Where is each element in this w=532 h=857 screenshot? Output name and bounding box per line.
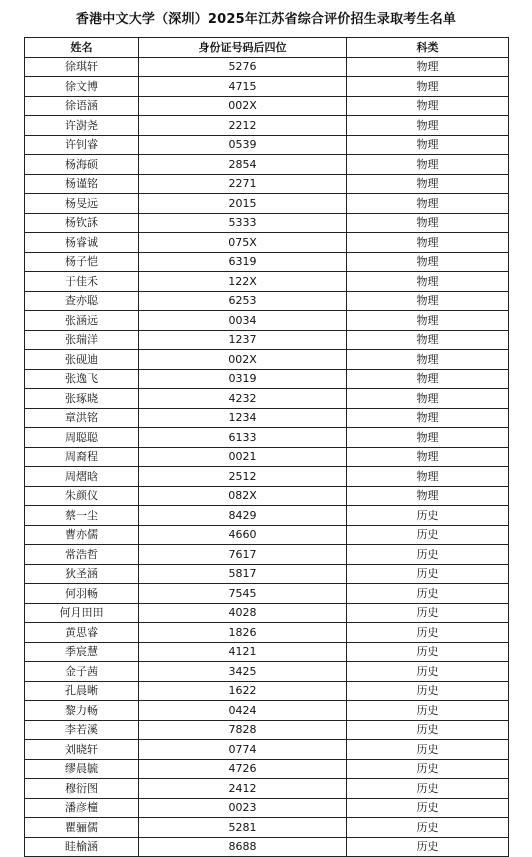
table-row <box>25 701 509 721</box>
table-body <box>25 57 509 857</box>
cell-subject: 物理 <box>347 408 509 428</box>
cell-subject: 物理 <box>347 116 509 136</box>
column-header-id-last4: 身份证号码后四位 <box>139 38 347 58</box>
cell-id-last4: 2212 <box>139 116 347 136</box>
cell-subject: 物理 <box>347 467 509 487</box>
cell-id-last4: 082X <box>139 486 347 506</box>
cell-name: 蔡一尘 <box>25 506 139 526</box>
cell-name: 徐琪轩 <box>25 57 139 77</box>
cell-subject: 物理 <box>347 155 509 175</box>
table-row <box>25 779 509 799</box>
table-row <box>25 662 509 682</box>
cell-name: 金子茜 <box>25 662 139 682</box>
cell-id-last4: 2412 <box>139 779 347 799</box>
cell-name: 许钊睿 <box>25 135 139 155</box>
table-row <box>25 233 509 253</box>
cell-id-last4: 2854 <box>139 155 347 175</box>
cell-id-last4: 5276 <box>139 57 347 77</box>
cell-subject: 历史 <box>347 662 509 682</box>
cell-subject: 历史 <box>347 779 509 799</box>
table-row <box>25 116 509 136</box>
table-row <box>25 311 509 331</box>
cell-name: 孔晨晰 <box>25 681 139 701</box>
cell-id-last4: 0774 <box>139 740 347 760</box>
cell-name: 刘晓轩 <box>25 740 139 760</box>
cell-id-last4: 8429 <box>139 506 347 526</box>
cell-subject: 历史 <box>347 701 509 721</box>
column-header-name: 姓名 <box>25 38 139 58</box>
cell-id-last4: 0424 <box>139 701 347 721</box>
cell-id-last4: 2271 <box>139 174 347 194</box>
cell-id-last4: 5333 <box>139 213 347 233</box>
cell-name: 潘彦橦 <box>25 798 139 818</box>
cell-id-last4: 5281 <box>139 818 347 838</box>
cell-subject: 物理 <box>347 233 509 253</box>
cell-subject: 物理 <box>347 96 509 116</box>
cell-subject: 物理 <box>347 428 509 448</box>
cell-subject: 物理 <box>347 194 509 214</box>
cell-subject: 物理 <box>347 174 509 194</box>
table-row <box>25 291 509 311</box>
cell-id-last4: 4715 <box>139 77 347 97</box>
cell-id-last4: 1234 <box>139 408 347 428</box>
table-row <box>25 564 509 584</box>
cell-name: 眭榆涵 <box>25 837 139 857</box>
cell-subject: 历史 <box>347 506 509 526</box>
cell-name: 周聪聪 <box>25 428 139 448</box>
cell-name: 徐文博 <box>25 77 139 97</box>
cell-subject: 物理 <box>347 213 509 233</box>
cell-id-last4: 0021 <box>139 447 347 467</box>
cell-subject: 历史 <box>347 759 509 779</box>
cell-id-last4: 4028 <box>139 603 347 623</box>
table-row <box>25 486 509 506</box>
cell-subject: 物理 <box>347 330 509 350</box>
cell-id-last4: 075X <box>139 233 347 253</box>
cell-name: 周裔程 <box>25 447 139 467</box>
table-row <box>25 213 509 233</box>
cell-name: 黄思睿 <box>25 623 139 643</box>
cell-subject: 历史 <box>347 837 509 857</box>
table-row <box>25 174 509 194</box>
cell-id-last4: 0319 <box>139 369 347 389</box>
table-row <box>25 467 509 487</box>
cell-id-last4: 6253 <box>139 291 347 311</box>
cell-id-last4: 1826 <box>139 623 347 643</box>
cell-name: 黎力畅 <box>25 701 139 721</box>
cell-subject: 历史 <box>347 603 509 623</box>
cell-name: 张逸飞 <box>25 369 139 389</box>
table-header-row <box>25 38 509 58</box>
table-row <box>25 77 509 97</box>
cell-name: 何羽畅 <box>25 584 139 604</box>
cell-id-last4: 002X <box>139 96 347 116</box>
cell-id-last4: 1622 <box>139 681 347 701</box>
table-row <box>25 759 509 779</box>
cell-id-last4: 0034 <box>139 311 347 331</box>
cell-subject: 历史 <box>347 740 509 760</box>
table-row <box>25 57 509 77</box>
cell-id-last4: 7828 <box>139 720 347 740</box>
cell-id-last4: 4726 <box>139 759 347 779</box>
table-row <box>25 584 509 604</box>
cell-subject: 历史 <box>347 584 509 604</box>
cell-id-last4: 2015 <box>139 194 347 214</box>
cell-name: 杨子恺 <box>25 252 139 272</box>
table-row <box>25 506 509 526</box>
cell-subject: 物理 <box>347 272 509 292</box>
admission-table <box>24 37 509 857</box>
page-title: 香港中文大学（深圳）2025年江苏省综合评价招生录取考生名单 <box>75 12 457 27</box>
cell-subject: 历史 <box>347 525 509 545</box>
cell-name: 常浩哲 <box>25 545 139 565</box>
cell-name: 穆衍图 <box>25 779 139 799</box>
cell-subject: 历史 <box>347 818 509 838</box>
cell-subject: 历史 <box>347 681 509 701</box>
cell-name: 杨海硕 <box>25 155 139 175</box>
table-row <box>25 330 509 350</box>
table-row <box>25 428 509 448</box>
cell-id-last4: 1237 <box>139 330 347 350</box>
cell-id-last4: 2512 <box>139 467 347 487</box>
cell-subject: 物理 <box>347 447 509 467</box>
table-row <box>25 408 509 428</box>
table-row <box>25 96 509 116</box>
cell-id-last4: 3425 <box>139 662 347 682</box>
table-row <box>25 623 509 643</box>
cell-id-last4: 4660 <box>139 525 347 545</box>
cell-id-last4: 7545 <box>139 584 347 604</box>
table-row <box>25 642 509 662</box>
table-row <box>25 252 509 272</box>
table-row <box>25 798 509 818</box>
cell-subject: 历史 <box>347 642 509 662</box>
table-row <box>25 525 509 545</box>
cell-name: 缪晨毓 <box>25 759 139 779</box>
cell-name: 瞿骊儒 <box>25 818 139 838</box>
table-row <box>25 194 509 214</box>
table-row <box>25 447 509 467</box>
cell-name: 杨谨铭 <box>25 174 139 194</box>
cell-id-last4: 6319 <box>139 252 347 272</box>
table-row <box>25 681 509 701</box>
cell-id-last4: 4121 <box>139 642 347 662</box>
cell-id-last4: 4232 <box>139 389 347 409</box>
cell-id-last4: 7617 <box>139 545 347 565</box>
cell-subject: 物理 <box>347 291 509 311</box>
cell-name: 何月田田 <box>25 603 139 623</box>
cell-subject: 历史 <box>347 798 509 818</box>
cell-id-last4: 8688 <box>139 837 347 857</box>
cell-subject: 物理 <box>347 77 509 97</box>
cell-subject: 历史 <box>347 545 509 565</box>
table-row <box>25 545 509 565</box>
cell-name: 张瑞洋 <box>25 330 139 350</box>
cell-name: 许澍尧 <box>25 116 139 136</box>
cell-name: 张琢晓 <box>25 389 139 409</box>
cell-id-last4: 0023 <box>139 798 347 818</box>
cell-subject: 物理 <box>347 369 509 389</box>
cell-name: 杨睿诚 <box>25 233 139 253</box>
cell-name: 杨钦訸 <box>25 213 139 233</box>
cell-id-last4: 5817 <box>139 564 347 584</box>
cell-subject: 物理 <box>347 57 509 77</box>
cell-name: 徐语涵 <box>25 96 139 116</box>
cell-id-last4: 0539 <box>139 135 347 155</box>
table-row <box>25 369 509 389</box>
table-row <box>25 818 509 838</box>
table-row <box>25 272 509 292</box>
table-row <box>25 155 509 175</box>
cell-subject: 物理 <box>347 350 509 370</box>
cell-subject: 历史 <box>347 623 509 643</box>
cell-subject: 物理 <box>347 486 509 506</box>
table-row <box>25 603 509 623</box>
cell-name: 曹亦儒 <box>25 525 139 545</box>
cell-subject: 物理 <box>347 311 509 331</box>
table-row <box>25 837 509 857</box>
cell-name: 周熠晗 <box>25 467 139 487</box>
cell-id-last4: 122X <box>139 272 347 292</box>
cell-subject: 历史 <box>347 720 509 740</box>
cell-name: 李若溪 <box>25 720 139 740</box>
cell-name: 于佳禾 <box>25 272 139 292</box>
cell-id-last4: 6133 <box>139 428 347 448</box>
cell-name: 张涵远 <box>25 311 139 331</box>
cell-subject: 物理 <box>347 135 509 155</box>
column-header-subject: 科类 <box>347 38 509 58</box>
cell-name: 朱颜仪 <box>25 486 139 506</box>
cell-name: 狄圣涵 <box>25 564 139 584</box>
table-row <box>25 135 509 155</box>
table-row <box>25 350 509 370</box>
cell-name: 季宸慧 <box>25 642 139 662</box>
cell-name: 章洪铭 <box>25 408 139 428</box>
cell-subject: 历史 <box>347 564 509 584</box>
cell-id-last4: 002X <box>139 350 347 370</box>
table-row <box>25 720 509 740</box>
table-row <box>25 389 509 409</box>
cell-subject: 物理 <box>347 389 509 409</box>
cell-name: 张砚迪 <box>25 350 139 370</box>
cell-name: 查亦聪 <box>25 291 139 311</box>
cell-subject: 物理 <box>347 252 509 272</box>
table-row <box>25 740 509 760</box>
cell-name: 杨旻远 <box>25 194 139 214</box>
